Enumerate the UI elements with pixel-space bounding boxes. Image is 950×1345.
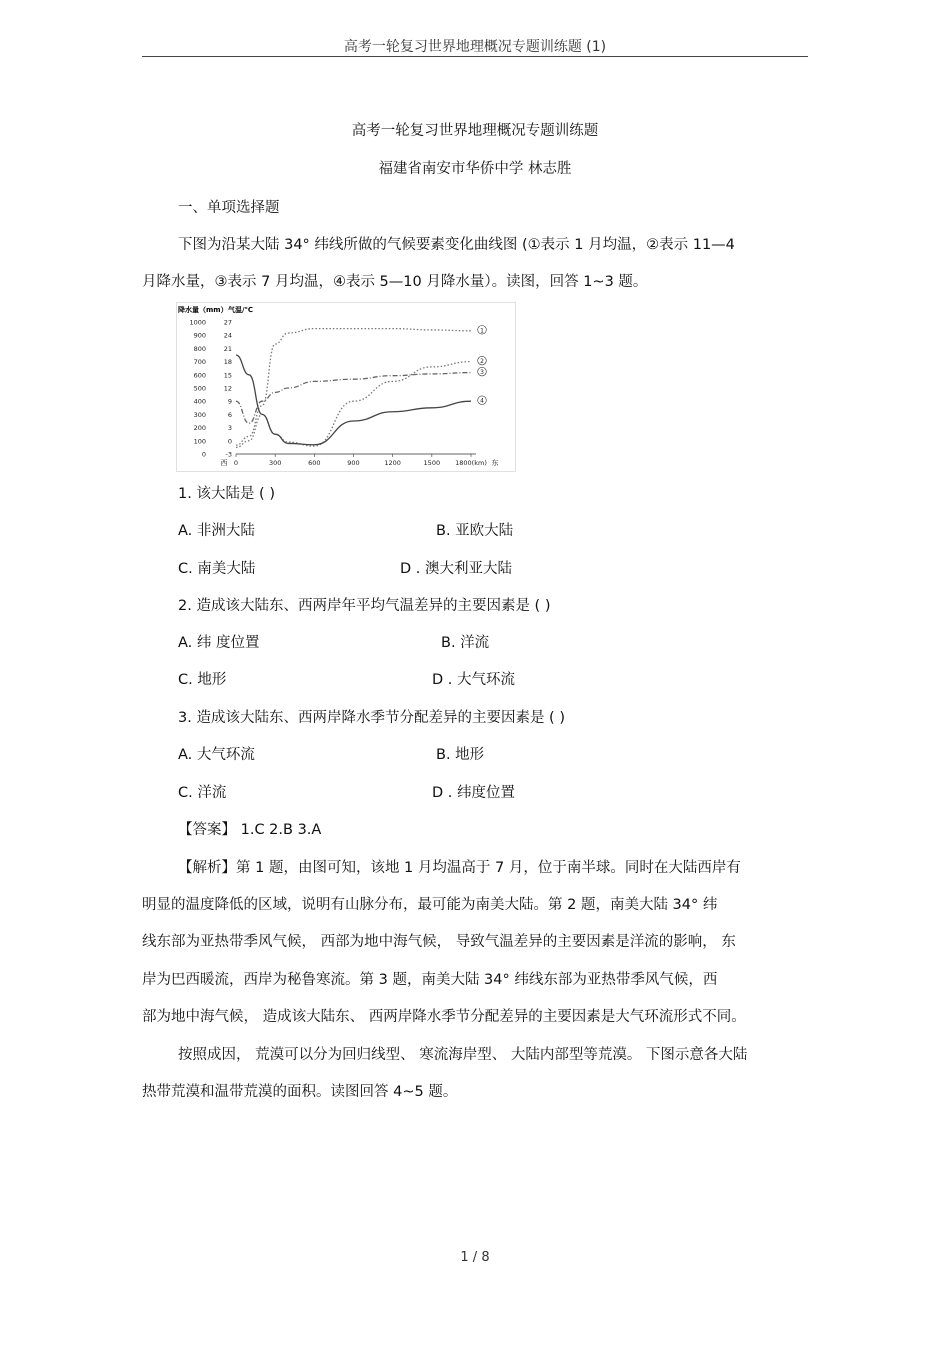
x-tick-label: 600 [308,459,321,467]
y-tick-precip: 800 [193,344,206,353]
y-tick-precip: 200 [193,424,206,433]
y-tick-temp: 9 [227,397,232,406]
question-2-stem: 2. 造成该大陆东、西两岸年平均气温差异的主要因素是 ( ) [178,598,551,614]
x-tick-label: 300 [268,459,282,467]
analysis-line-4: 岸为巴西暖流，西岸为秘鲁寒流。第 3 题，南美大陆 34° 纬线东部为亚热带季风气候，西 [142,972,718,988]
x-west-label: 西 [220,459,228,467]
q1-option-a: A. 非洲大陆 [178,523,255,539]
chart-ylabel-right: 气温/℃ [228,306,254,314]
y-tick-temp: 15 [223,371,232,380]
y-tick-temp: -3 [225,450,232,459]
intro-line-2: 月降水量，③表示 7 月均温，④表示 5—10 月降水量）。读图，回答 1~3 题。 [142,274,648,290]
analysis-line-1: 【解析】第 1 题，由图可知，该地 1 月均温高于 7 月，位于南半球。同时在大陆西岸有 [178,860,741,876]
x-tick-label: 0 [233,459,239,467]
y-tick-temp: 6 [227,410,232,419]
q2-option-a: A. 纬 度位置 [178,635,260,651]
running-header: 高考一轮复习世界地理概况专题训练题 (1) [343,39,607,55]
answer-line: 【答案】 1.C 2.B 3.A [178,822,322,838]
y-tick-precip: 0 [201,450,206,459]
y-tick-precip: 600 [193,371,206,380]
page-number: 1 / 8 [460,1250,490,1265]
q1-option-c: C. 南美大陆 [178,561,256,577]
y-tick-temp: 18 [223,358,232,367]
y-tick-precip: 700 [193,358,206,367]
header-rule [142,56,808,57]
question-3-stem: 3. 造成该大陆东、西两岸降水季节分配差异的主要因素是 ( ) [178,710,565,726]
analysis-line-3: 线东部为亚热带季风气候， 西部为地中海气候， 导致气温差异的主要因素是洋流的影响， 东 [142,934,736,950]
analysis-line-2: 明显的温度降低的区域，说明有山脉分布，最可能为南美大陆。第 2 题，南美大陆 34° 纬 [142,897,718,913]
document-title: 高考一轮复习世界地理概况专题训练题 [351,123,599,139]
x-tick-label: 1500 [423,459,441,467]
y-tick-temp: 24 [223,331,232,340]
y-tick-precip: 400 [193,397,206,406]
q3-option-a: A. 大气环流 [178,747,255,763]
q3-option-b: B. 地形 [436,747,485,763]
y-tick-temp: 12 [223,384,232,393]
chart-ylabel: 降水量（mm） [178,306,228,314]
q2-option-b: B. 洋流 [441,635,490,651]
section-heading: 一、单项选择题 [178,200,280,216]
x-tick-label: 900 [347,459,360,467]
y-tick-precip: 100 [193,437,206,446]
series-label-3: 3 [480,369,484,377]
q1-option-b: B. 亚欧大陆 [436,523,514,539]
y-tick-temp: 3 [227,424,232,433]
q2-option-d: D . 大气环流 [432,672,515,688]
x-tick-label: 1200 [384,459,401,467]
y-tick-precip: 300 [193,410,206,419]
document-author: 福建省南安市华侨中学 林志胜 [378,161,572,177]
q1-option-d: D . 澳大利亚大陆 [400,561,512,577]
x-tick-label: 1800(km) [455,459,487,467]
y-tick-temp: 0 [227,437,232,446]
q2-option-c: C. 地形 [178,672,227,688]
paragraph-2-line-1: 按照成因， 荒漠可以分为回归线型、 寒流海岸型、 大陆内部型等荒漠。 下图示意各大陆 [178,1047,748,1063]
paragraph-2-line-2: 热带荒漠和温带荒漠的面积。读图回答 4~5 题。 [142,1084,458,1100]
series-label-1: 1 [480,327,484,335]
y-tick-temp: 21 [223,344,232,353]
y-tick-temp: 27 [223,318,232,327]
x-east-label: 东 [491,459,499,467]
y-tick-precip: 900 [193,331,206,340]
y-tick-precip: 1000 [189,318,206,327]
climate-chart [176,302,516,472]
question-1-stem: 1. 该大陆是 ( ) [178,486,275,502]
intro-line-1: 下图为沿某大陆 34° 纬线所做的气候要素变化曲线图 (①表示 1 月均温，②表示 11—4 [178,237,735,253]
y-tick-precip: 500 [193,384,206,393]
analysis-line-5: 部为地中海气候， 造成该大陆东、 西两岸降水季节分配差异的主要因素是大气环流形式不同。 [142,1009,746,1025]
q3-option-d: D . 纬度位置 [432,785,515,801]
series-label-2: 2 [480,358,484,366]
q3-option-c: C. 洋流 [178,785,227,801]
series-label-4: 4 [480,397,484,405]
